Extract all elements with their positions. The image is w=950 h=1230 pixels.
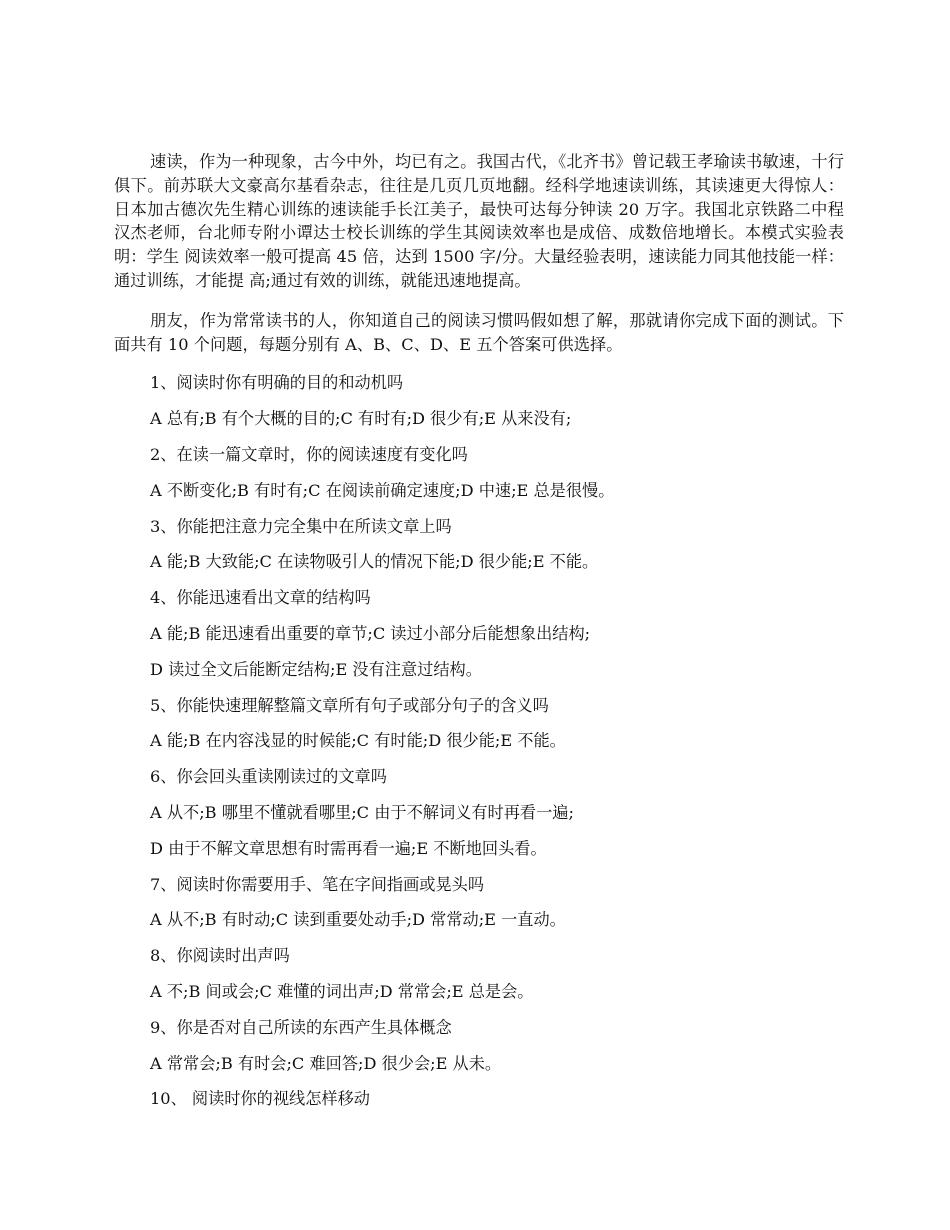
question-4: 4、你能迅速看出文章的结构吗	[150, 588, 371, 608]
answer-options-4a: A 能;B 能迅速看出重要的章节;C 读过小部分后能想象出结构;	[150, 623, 591, 643]
answer-options-5: A 能;B 在内容浅显的时候能;C 有时能;D 很少能;E 不能。	[150, 731, 566, 751]
question-8: 8、你阅读时出声吗	[150, 946, 290, 966]
answer-options-7: A 从不;B 有时动;C 读到重要处动手;D 常常动;E 一直动。	[150, 910, 566, 930]
question-5: 5、你能快速理解整篇文章所有句子或部分句子的含义吗	[150, 695, 549, 715]
answer-options-1: A 总有;B 有个大概的目的;C 有时有;D 很少有;E 从来没有;	[150, 409, 572, 429]
answer-options-6b: D 由于不解文章思想有时需再看一遍;E 不断地回头看。	[150, 838, 547, 858]
intro-paragraph-speed-reading: 速读，作为一种现象，古今中外，均已有之。我国古代，《北齐书》曾记载王孝瑜读书敏速，十行俱下。前苏联大文豪高尔基看杂志，往往是几页几页地翻。经科学地速读训练，其读速更大得惊人：日本加古德次先生精心训练的速读能手长江美子，最快可达每分钟读 20 万字。我国北京铁路二中程 汉杰老师，台北师专附小谭达士校长训练的学生其阅读效率也是成倍、成数倍地增长。本模式实验表明：学生 阅读效率一般可提高 45 倍，达到 1500 字/分。大量经验表明，速读能力同其他技能一样：通过训练，才能提 高;通过有效的训练，就能迅速地提高。	[114, 152, 844, 290]
answer-options-2: A 不断变化;B 有时有;C 在阅读前确定速度;D 中速;E 总是很慢。	[150, 480, 615, 500]
question-1: 1、阅读时你有明确的目的和动机吗	[150, 373, 404, 393]
question-6: 6、你会回头重读刚读过的文章吗	[150, 767, 387, 787]
document-page	[114, 150, 844, 1111]
question-10: 10、 阅读时你的视线怎样移动	[150, 1089, 370, 1109]
answer-options-6a: A 从不;B 哪里不懂就看哪里;C 由于不解词义有时再看一遍;	[150, 802, 574, 822]
answer-options-3: A 能;B 大致能;C 在读物吸引人的情况下能;D 很少能;E 不能。	[150, 552, 599, 572]
answer-options-8: A 不;B 间或会;C 难懂的词出声;D 常常会;E 总是会。	[150, 981, 534, 1001]
question-9: 9、你是否对自己所读的东西产生具体概念	[150, 1017, 452, 1037]
question-3: 3、你能把注意力完全集中在所读文章上吗	[150, 516, 452, 536]
question-7: 7、阅读时你需要用手、笔在字间指画或晃头吗	[150, 874, 485, 894]
answer-options-4b: D 读过全文后能断定结构;E 没有注意过结构。	[150, 659, 482, 679]
question-2: 2、在读一篇文章时，你的阅读速度有变化吗	[150, 444, 468, 464]
question-list	[114, 371, 844, 1111]
intro-paragraph-test: 朋友，作为常常读书的人，你知道自己的阅读习惯吗假如想了解，那就请你完成下面的测试。下面共有 10 个问题，每题分别有 A、B、C、D、E 五个答案可供选择。	[114, 310, 844, 354]
answer-options-9: A 常常会;B 有时会;C 难回答;D 很少会;E 从未。	[150, 1053, 502, 1073]
